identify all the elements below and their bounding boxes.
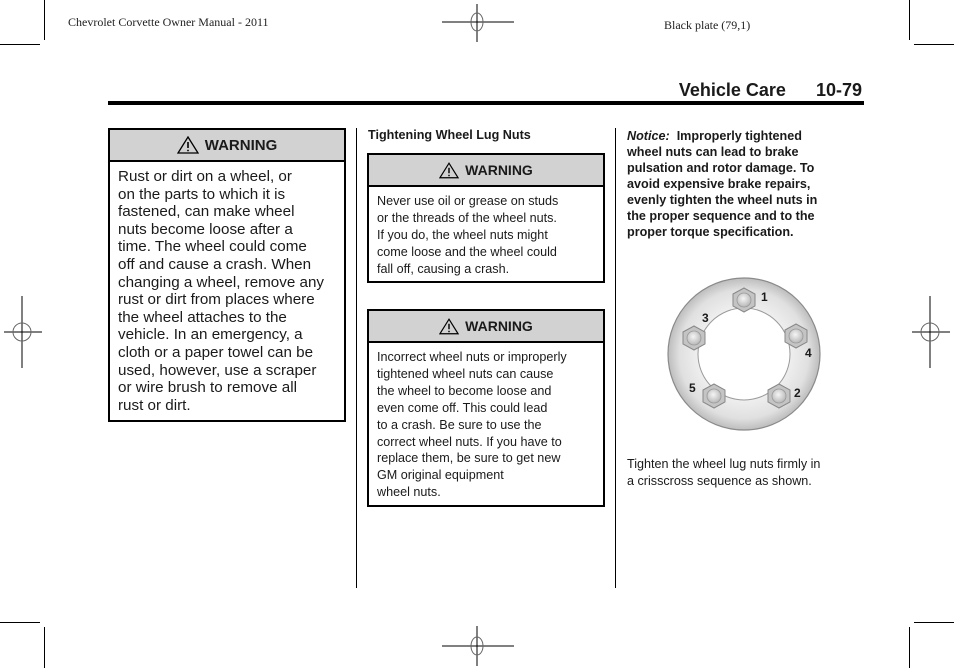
text-line: GM original equipment (377, 468, 504, 483)
warning-label: WARNING (465, 162, 533, 178)
registration-mark-icon (912, 296, 950, 368)
text-line: correct wheel nuts. If you have to (377, 434, 562, 449)
text-line: wheel nuts. (377, 485, 441, 500)
notice-label: Notice: (627, 129, 670, 143)
nut-label-4: 4 (805, 346, 812, 360)
registration-mark-icon (442, 626, 514, 666)
text-line: off and cause a crash. When (118, 255, 312, 273)
crop-mark (0, 622, 40, 623)
manual-title: Chevrolet Corvette Owner Manual - 2011 (68, 15, 269, 29)
warning-box (367, 309, 605, 507)
text-line: the proper sequence and to the (627, 209, 815, 223)
column-divider (356, 128, 357, 588)
text-line: Incorrect wheel nuts or improperly (377, 350, 567, 364)
text-line: wheel nuts can lead to brake (627, 145, 799, 159)
text-line: pulsation and rotor damage. To (627, 161, 815, 175)
text-line: Rust or dirt on a wheel, or (118, 168, 292, 185)
warning-label: WARNING (465, 318, 533, 334)
crop-mark (0, 44, 40, 45)
diagram-caption (627, 456, 867, 489)
text-line: time. The wheel could come (118, 238, 307, 256)
text-line: the wheel attaches to the (118, 308, 287, 326)
warning-text (369, 187, 603, 278)
text-line: Tighten the wheel lug nuts firmly in (627, 457, 821, 471)
text-line: cloth or a paper towel can be (118, 343, 314, 361)
text-line: vehicle. In an emergency, a (118, 326, 303, 344)
page-number: 10-79 (815, 80, 862, 100)
text-line: nuts become loose after a (118, 220, 293, 238)
warning-box (108, 128, 346, 422)
warning-triangle-icon (439, 318, 459, 335)
text-line: Never use oil or grease on studs (377, 194, 559, 208)
text-line: avoid expensive brake repairs, (627, 177, 811, 191)
nut-label-5: 5 (689, 381, 696, 395)
warning-label: WARNING (204, 136, 278, 154)
warning-header (369, 311, 603, 343)
text-line: If you do, the wheel nuts might (377, 227, 548, 242)
column-divider (615, 128, 616, 588)
text-line: fastened, can make wheel (118, 203, 295, 221)
text-line: to a crash. Be sure to use the (377, 417, 542, 432)
text-line: replace them, be sure to get new (377, 451, 561, 466)
crop-mark (44, 0, 45, 40)
warning-triangle-icon (177, 136, 199, 154)
crop-mark (914, 622, 954, 623)
text-line: a crisscross sequence as shown. (627, 473, 812, 488)
lug-nut-sequence-diagram (664, 274, 828, 438)
text-line: fall off, causing a crash. (377, 261, 510, 276)
crop-mark (909, 627, 910, 668)
text-line: come loose and the wheel could (377, 244, 557, 259)
warning-text (110, 162, 344, 414)
plate-label: Black plate (79,1) (664, 18, 751, 32)
text-line: rust or dirt from places where (118, 291, 315, 309)
text-line: used, however, use a scraper (118, 361, 317, 379)
warning-header (369, 155, 603, 187)
header-rule (108, 101, 864, 105)
text-line: even come off. This could lead (377, 400, 548, 415)
crop-mark (909, 0, 910, 40)
text-line: Improperly tightened (676, 129, 802, 143)
text-line: the wheel to become loose and (377, 383, 552, 398)
crop-mark (44, 627, 45, 668)
warning-text (369, 343, 603, 501)
registration-mark-icon (442, 4, 514, 42)
text-line: or wire brush to remove all (118, 379, 297, 397)
text-line: proper torque specification. (627, 225, 794, 239)
warning-header (110, 130, 344, 162)
text-line: changing a wheel, remove any (118, 273, 325, 291)
nut-label-1: 1 (761, 290, 768, 304)
section-subheading: Tightening Wheel Lug Nuts (368, 128, 531, 142)
crop-mark (914, 44, 954, 45)
warning-triangle-icon (439, 162, 459, 179)
nut-label-2: 2 (794, 386, 801, 400)
notice-paragraph (627, 128, 867, 240)
section-title: Vehicle Care (678, 80, 786, 100)
text-line: on the parts to which it is (118, 185, 286, 203)
registration-mark-icon (4, 296, 42, 368)
section-header (679, 80, 862, 101)
nut-label-3: 3 (702, 311, 709, 325)
wheel-hub-icon (664, 274, 828, 438)
warning-box (367, 153, 605, 283)
text-line: rust or dirt. (118, 396, 191, 414)
text-line: evenly tighten the wheel nuts in (627, 193, 818, 207)
text-line: or the threads of the wheel nuts. (377, 210, 557, 225)
text-line: tightened wheel nuts can cause (377, 366, 554, 381)
